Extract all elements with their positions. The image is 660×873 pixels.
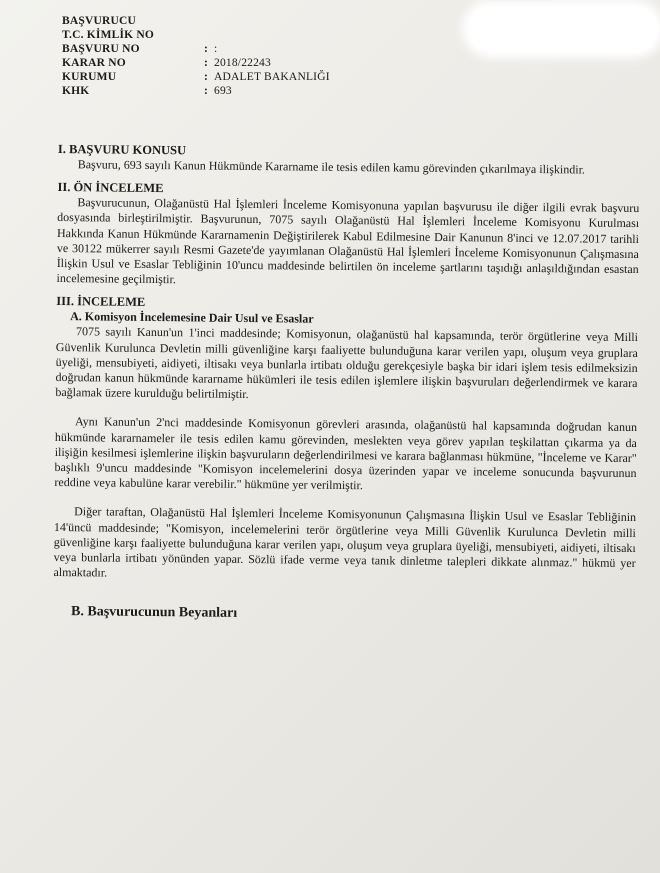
section-title: III. İNCELEME: [56, 294, 146, 310]
section-paragraph: Başvurucunun, Olağanüstü Hal İşlemleri İnceleme Komisyonuna yapılan başvurusu ile diğer ilgili evrak başvuru dosyasında birleştirilmiştir. Başvurunun, 7075 sayılı Olağanüstü Hal İşlemleri İnceleme Komisyonu Kurulması Hakkında Kanun Hükmünde Kararnamenin Değiştirilerek Kabul Edilmesine Dair Kanunun 8'inci ve 12.07.2017 tarihli ve 30122 mükerrer sayılı Resmi Gazete'de yayımlanan Olağanüstü Hal İşlemleri İnceleme Komisyonunun Çalışmasına İlişkin Usul ve Esaslar Tebliğinin 10'uncu maddesinde belirtilen ön inceleme şartlarını taşıdığı anlaşıldığından esastan incelemesine geçilmiştir.: [56, 195, 640, 287]
document-header: [62, 14, 482, 98]
section-paragraph: 7075 sayılı Kanun'un 1'inci maddesinde; Komisyonun, olağanüstü hal kapsamında, terör örgütlerine veya Milli Güvenlik Kurulunca Devletin milli güvenliğine karşı faaliyette bulunduğuna karar verilen yapı, oluşum veya gruplara üyeliği, mensubiyeti, aidiyeti, iltisakı veya bunlarla irtibatı olduğu gerekçesiyle başka bir idari işlem tesis edilmeksizin doğrudan kanun hükmünde kararname hükümleri ile tesis edilen işlemlere ilişkin başvuruları değerlendirmek ve karara bağlamak üzere kurulduğu belirtilmiştir.: [55, 324, 639, 402]
header-colon: :: [203, 71, 209, 83]
subsection-title: B. Başvurucunun Beyanları: [70, 604, 238, 622]
section-paragraph: Diğer taraftan, Olağanüstü Hal İşlemleri İnceleme Komisyonunun Çalışmasına İlişkin Usul ve Esaslar Tebliğinin 14'üncü maddesinde; "Komisyon, incelemelerini terör örgütlerine veya Milli Güvenlik Kurulunca Devletin milli güvenliğine karşı faaliyette bulunduğuna karar verilen yapı, oluşum veya gruplara üyeliği, mensubiyeti, aidiyeti, iltisakı veya bunlarla irtibatı yönünden yapar. Sözlü ifade verme veya tanık dinletme talepleri dikkate alınmaz." hükmü yer almaktadır.: [53, 504, 637, 580]
header-colon: [198, 14, 214, 28]
header-row: [62, 84, 482, 98]
header-row: [62, 70, 482, 84]
redaction-mark: [468, 6, 658, 52]
document-body: [53, 142, 640, 626]
section-title: II. ÖN İNCELEME: [57, 180, 164, 196]
section-title: I. BAŞVURU KONUSU: [57, 142, 187, 158]
subsection-title: A. Komisyon İncelemesine Dair Usul ve Esaslar: [70, 309, 314, 327]
header-row: [62, 28, 482, 42]
header-label: T.C. KİMLİK NO: [62, 29, 155, 41]
header-colon: [198, 28, 214, 42]
header-label: KURUMU: [62, 71, 117, 83]
header-value: 693: [214, 85, 232, 97]
header-label: KHK: [62, 85, 90, 97]
header-row: [62, 14, 482, 28]
section-paragraph: Aynı Kanun'un 2'nci maddesinde Komisyonun görevleri arasında, olağanüstü hal kapsamında doğrudan kanun hükmünde kararnameler ile tesis edilen kamu görevinden, meslekten veya görev yapılan teşkilattan çıkarma ya da ilişiğin kesilmesi işlemlerine ilişkin başvuruların değerlendirilmesi ve karara bağlanması hükmüne, "İnceleme ve Karar" başlıklı 9'uncu maddesinde "Komisyon incelemelerini dosya üzerinden yapar ve inceleme sonucunda başvurunun reddine veya kabulüne karar verebilir." hükmüne yer verilmiştir.: [54, 414, 638, 493]
header-label: BAŞVURU NO: [62, 43, 140, 55]
header-value: :: [214, 43, 218, 55]
header-colon: :: [203, 43, 209, 55]
header-colon: :: [203, 85, 209, 97]
header-label: BAŞVURUCU: [62, 15, 137, 27]
section-paragraph: Başvuru, 693 sayılı Kanun Hükmünde Kararname ile tesis edilen kamu görevinden çıkarılmaya ilişkindir.: [77, 157, 586, 177]
header-label: KARAR NO: [62, 57, 126, 69]
header-value: ADALET BAKANLIĞI: [214, 71, 330, 83]
header-value: 2018/22243: [214, 57, 271, 69]
header-colon: :: [203, 57, 209, 69]
header-row: [62, 42, 482, 56]
header-row: [62, 56, 482, 70]
